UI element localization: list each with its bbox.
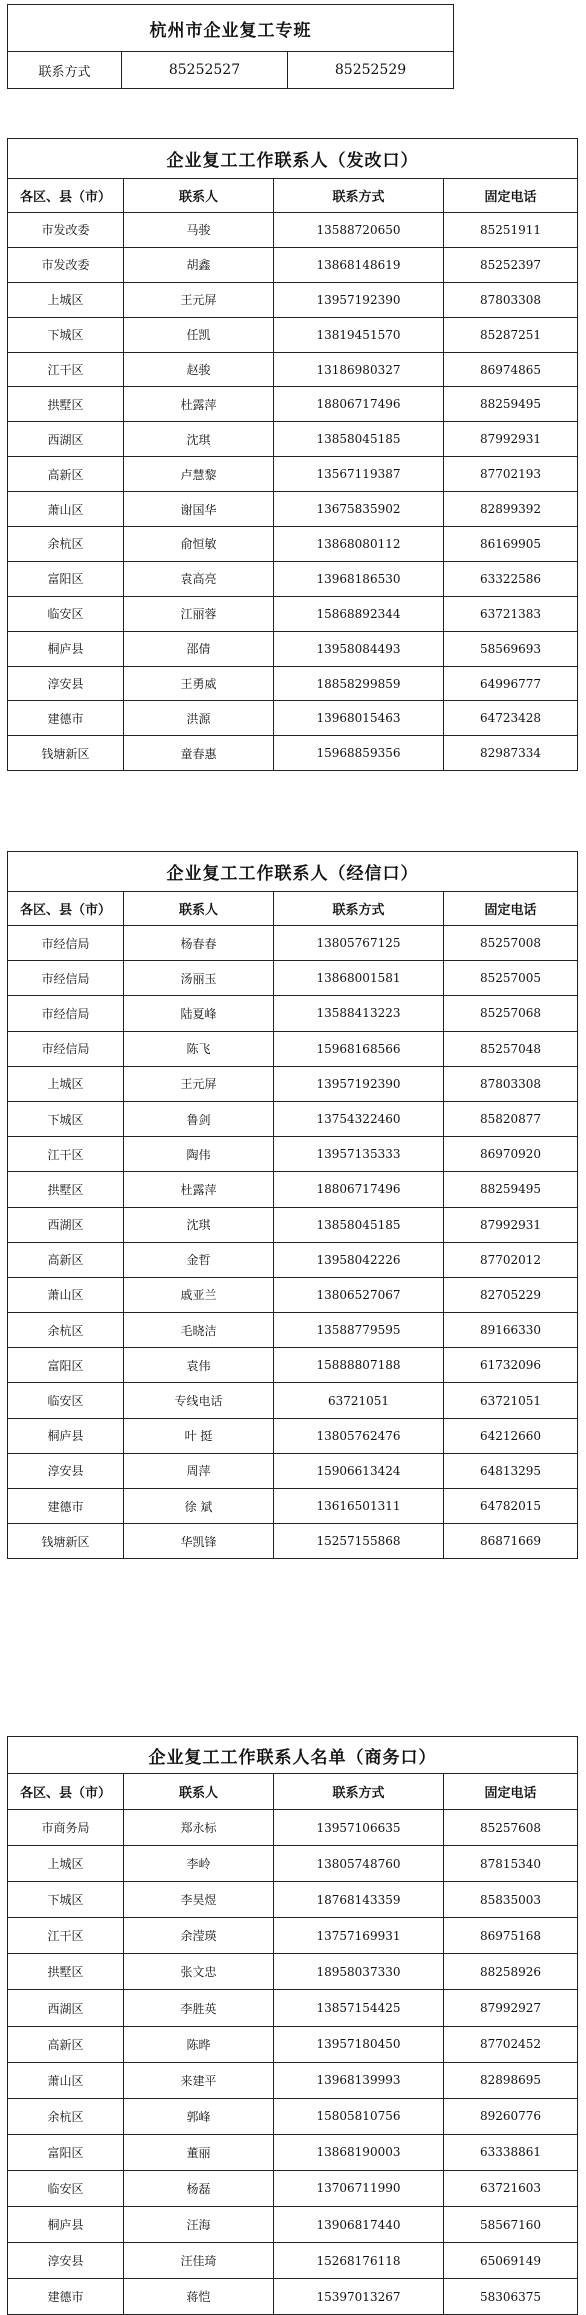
- contact-name-cell: 李岭: [124, 1846, 274, 1882]
- mobile-cell: 13868001581: [274, 961, 444, 996]
- contact-name-cell: 叶 挺: [124, 1418, 274, 1453]
- contact-name-cell: 杜露萍: [124, 387, 274, 422]
- landline-cell: 86974865: [444, 352, 578, 387]
- district-cell: 市商务局: [8, 1810, 124, 1846]
- district-cell: 淳安县: [8, 2243, 124, 2279]
- mobile-cell: 13805748760: [274, 1846, 444, 1882]
- mobile-cell: 13616501311: [274, 1489, 444, 1524]
- district-cell: 西湖区: [8, 1207, 124, 1242]
- table-row: [8, 1810, 578, 1846]
- landline-cell: 63721383: [444, 596, 578, 631]
- hotline-phone: 85252529: [288, 52, 454, 89]
- section-title: 企业复工工作联系人名单（商务口）: [8, 1737, 578, 1774]
- district-cell: 桐庐县: [8, 1418, 124, 1453]
- district-cell: 高新区: [8, 1242, 124, 1277]
- district-cell: 上城区: [8, 282, 124, 317]
- landline-cell: 82705229: [444, 1277, 578, 1312]
- contact-name-cell: 郑永标: [124, 1810, 274, 1846]
- mobile-cell: 13567119387: [274, 457, 444, 492]
- landline-cell: 82898695: [444, 2062, 578, 2098]
- landline-cell: 87702193: [444, 457, 578, 492]
- hotline-label: 联系方式: [8, 52, 122, 89]
- hotline-title: 杭州市企业复工专班: [8, 5, 454, 52]
- district-cell: 萧山区: [8, 1277, 124, 1312]
- district-cell: 淳安县: [8, 1453, 124, 1488]
- table-row: [8, 1313, 578, 1348]
- district-cell: 高新区: [8, 457, 124, 492]
- landline-cell: 88259495: [444, 1172, 578, 1207]
- district-cell: 富阳区: [8, 2134, 124, 2170]
- column-header: 联系人: [124, 1774, 274, 1810]
- table-row: [8, 282, 578, 317]
- table-row: [8, 213, 578, 248]
- landline-cell: 65069149: [444, 2243, 578, 2279]
- district-cell: 市经信局: [8, 1031, 124, 1066]
- district-cell: 西湖区: [8, 1990, 124, 2026]
- district-cell: 余杭区: [8, 527, 124, 562]
- landline-cell: 85820877: [444, 1101, 578, 1136]
- table-row: [8, 1348, 578, 1383]
- landline-cell: 63322586: [444, 561, 578, 596]
- landline-cell: 58569693: [444, 631, 578, 666]
- mobile-cell: 13868190003: [274, 2134, 444, 2170]
- contact-table: [7, 1736, 578, 2315]
- table-row: [8, 1277, 578, 1312]
- landline-cell: 87803308: [444, 282, 578, 317]
- contact-name-cell: 张文忠: [124, 1954, 274, 1990]
- table-row: [8, 492, 578, 527]
- table-row: [8, 926, 578, 961]
- table-row: [8, 961, 578, 996]
- district-cell: 上城区: [8, 1066, 124, 1101]
- district-cell: 下城区: [8, 317, 124, 352]
- column-header: 联系方式: [274, 892, 444, 926]
- landline-cell: 85257005: [444, 961, 578, 996]
- table-row: [8, 422, 578, 457]
- mobile-cell: 15257155868: [274, 1524, 444, 1559]
- landline-cell: 87992931: [444, 422, 578, 457]
- mobile-cell: 13957135333: [274, 1137, 444, 1172]
- district-cell: 余杭区: [8, 2098, 124, 2134]
- contact-name-cell: 王勇威: [124, 666, 274, 701]
- section-title: 企业复工工作联系人（经信口）: [8, 852, 578, 892]
- mobile-cell: 13958084493: [274, 631, 444, 666]
- table-row: [8, 1137, 578, 1172]
- district-cell: 上城区: [8, 1846, 124, 1882]
- mobile-cell: 13968139993: [274, 2062, 444, 2098]
- column-header: 各区、县（市）: [8, 1774, 124, 1810]
- contact-name-cell: 陈晔: [124, 2026, 274, 2062]
- mobile-cell: 13754322460: [274, 1101, 444, 1136]
- table-row: [8, 996, 578, 1031]
- district-cell: 临安区: [8, 596, 124, 631]
- header-row: [8, 892, 578, 926]
- landline-cell: 64996777: [444, 666, 578, 701]
- mobile-cell: 13968015463: [274, 701, 444, 736]
- table-row: [8, 1383, 578, 1418]
- mobile-cell: 13805762476: [274, 1418, 444, 1453]
- landline-cell: 87803308: [444, 1066, 578, 1101]
- header-row: [8, 1774, 578, 1810]
- mobile-cell: 18806717496: [274, 1172, 444, 1207]
- landline-cell: 63721603: [444, 2170, 578, 2206]
- contact-name-cell: 戚亚兰: [124, 1277, 274, 1312]
- column-header: 联系人: [124, 892, 274, 926]
- mobile-cell: 13806527067: [274, 1277, 444, 1312]
- contact-name-cell: 李昊煜: [124, 1882, 274, 1918]
- contact-name-cell: 袁伟: [124, 1348, 274, 1383]
- table-row: [8, 1524, 578, 1559]
- landline-cell: 86970920: [444, 1137, 578, 1172]
- table-row: [8, 1066, 578, 1101]
- mobile-cell: 15805810756: [274, 2098, 444, 2134]
- column-header: 固定电话: [444, 892, 578, 926]
- table-row: [8, 1101, 578, 1136]
- mobile-cell: 15968859356: [274, 736, 444, 771]
- mobile-cell: 63721051: [274, 1383, 444, 1418]
- contact-name-cell: 华凯锋: [124, 1524, 274, 1559]
- landline-cell: 85251911: [444, 213, 578, 248]
- table-row: [8, 1846, 578, 1882]
- district-cell: 高新区: [8, 2026, 124, 2062]
- contact-name-cell: 马骏: [124, 213, 274, 248]
- hotline-table: [7, 4, 454, 89]
- contact-name-cell: 郭峰: [124, 2098, 274, 2134]
- table-row: [8, 1918, 578, 1954]
- mobile-cell: 13588413223: [274, 996, 444, 1031]
- mobile-cell: 18768143359: [274, 1882, 444, 1918]
- mobile-cell: 13857154425: [274, 1990, 444, 2026]
- column-header: 联系方式: [274, 179, 444, 213]
- table-row: [8, 317, 578, 352]
- contact-name-cell: 蒋恺: [124, 2279, 274, 2315]
- landline-cell: 87702452: [444, 2026, 578, 2062]
- contact-name-cell: 沈琪: [124, 422, 274, 457]
- district-cell: 淳安县: [8, 666, 124, 701]
- mobile-cell: 15397013267: [274, 2279, 444, 2315]
- district-cell: 桐庐县: [8, 2207, 124, 2243]
- mobile-cell: 15906613424: [274, 1453, 444, 1488]
- contact-name-cell: 陆夏峰: [124, 996, 274, 1031]
- contact-name-cell: 卢慧黎: [124, 457, 274, 492]
- mobile-cell: 13868080112: [274, 527, 444, 562]
- mobile-cell: 13858045185: [274, 422, 444, 457]
- district-cell: 钱塘新区: [8, 736, 124, 771]
- district-cell: 萧山区: [8, 2062, 124, 2098]
- landline-cell: 87702012: [444, 1242, 578, 1277]
- mobile-cell: 13868148619: [274, 247, 444, 282]
- mobile-cell: 13588779595: [274, 1313, 444, 1348]
- district-cell: 市发改委: [8, 213, 124, 248]
- contact-name-cell: 胡鑫: [124, 247, 274, 282]
- landline-cell: 64813295: [444, 1453, 578, 1488]
- contact-name-cell: 袁高亮: [124, 561, 274, 596]
- contact-table: [7, 851, 578, 1559]
- mobile-cell: 13858045185: [274, 1207, 444, 1242]
- district-cell: 市发改委: [8, 247, 124, 282]
- landline-cell: 86169905: [444, 527, 578, 562]
- section-title: 企业复工工作联系人（发改口）: [8, 139, 578, 179]
- landline-cell: 85257068: [444, 996, 578, 1031]
- landline-cell: 88259495: [444, 387, 578, 422]
- table-row: [8, 1207, 578, 1242]
- district-cell: 建德市: [8, 1489, 124, 1524]
- landline-cell: 89260776: [444, 2098, 578, 2134]
- mobile-cell: 13186980327: [274, 352, 444, 387]
- table-row: [8, 1242, 578, 1277]
- mobile-cell: 15268176118: [274, 2243, 444, 2279]
- table-row: [8, 2207, 578, 2243]
- landline-cell: 85257608: [444, 1810, 578, 1846]
- district-cell: 临安区: [8, 2170, 124, 2206]
- contact-name-cell: 童春惠: [124, 736, 274, 771]
- table-row: [8, 596, 578, 631]
- mobile-cell: 15968168566: [274, 1031, 444, 1066]
- district-cell: 江干区: [8, 1137, 124, 1172]
- contact-name-cell: 汤丽玉: [124, 961, 274, 996]
- table-row: [8, 1172, 578, 1207]
- district-cell: 钱塘新区: [8, 1524, 124, 1559]
- landline-cell: 58567160: [444, 2207, 578, 2243]
- mobile-cell: 15888807188: [274, 1348, 444, 1383]
- landline-cell: 87992927: [444, 1990, 578, 2026]
- table-row: [8, 247, 578, 282]
- mobile-cell: 18958037330: [274, 1954, 444, 1990]
- contact-name-cell: 余滢瑛: [124, 1918, 274, 1954]
- district-cell: 江干区: [8, 352, 124, 387]
- district-cell: 建德市: [8, 701, 124, 736]
- mobile-cell: 13588720650: [274, 213, 444, 248]
- contact-name-cell: 董丽: [124, 2134, 274, 2170]
- landline-cell: 64782015: [444, 1489, 578, 1524]
- contact-name-cell: 邵倩: [124, 631, 274, 666]
- table-row: [8, 2098, 578, 2134]
- district-cell: 市经信局: [8, 926, 124, 961]
- district-cell: 江干区: [8, 1918, 124, 1954]
- mobile-cell: 13675835902: [274, 492, 444, 527]
- district-cell: 萧山区: [8, 492, 124, 527]
- mobile-cell: 13957106635: [274, 1810, 444, 1846]
- landline-cell: 58306375: [444, 2279, 578, 2315]
- contact-name-cell: 王元屏: [124, 1066, 274, 1101]
- district-cell: 拱墅区: [8, 1954, 124, 1990]
- contact-name-cell: 洪源: [124, 701, 274, 736]
- contact-name-cell: 专线电话: [124, 1383, 274, 1418]
- column-header: 固定电话: [444, 1774, 578, 1810]
- table-row: [8, 527, 578, 562]
- landline-cell: 64723428: [444, 701, 578, 736]
- table-row: [8, 2243, 578, 2279]
- contact-name-cell: 来建平: [124, 2062, 274, 2098]
- landline-cell: 63721051: [444, 1383, 578, 1418]
- landline-cell: 86871669: [444, 1524, 578, 1559]
- district-cell: 富阳区: [8, 1348, 124, 1383]
- column-header: 各区、县（市）: [8, 179, 124, 213]
- contact-name-cell: 汪佳琦: [124, 2243, 274, 2279]
- landline-cell: 86975168: [444, 1918, 578, 1954]
- table-row: [8, 2170, 578, 2206]
- district-cell: 余杭区: [8, 1313, 124, 1348]
- mobile-cell: 13706711990: [274, 2170, 444, 2206]
- table-row: [8, 1954, 578, 1990]
- mobile-cell: 13819451570: [274, 317, 444, 352]
- mobile-cell: 13957192390: [274, 282, 444, 317]
- contact-name-cell: 江丽蓉: [124, 596, 274, 631]
- hotline-phone: 85252527: [122, 52, 288, 89]
- mobile-cell: 15868892344: [274, 596, 444, 631]
- mobile-cell: 13968186530: [274, 561, 444, 596]
- landline-cell: 82899392: [444, 492, 578, 527]
- contact-name-cell: 沈琪: [124, 1207, 274, 1242]
- contact-name-cell: 鲁剑: [124, 1101, 274, 1136]
- contact-name-cell: 王元屏: [124, 282, 274, 317]
- landline-cell: 85257048: [444, 1031, 578, 1066]
- district-cell: 富阳区: [8, 561, 124, 596]
- contact-name-cell: 陈飞: [124, 1031, 274, 1066]
- table-row: [8, 457, 578, 492]
- table-row: [8, 387, 578, 422]
- district-cell: 建德市: [8, 2279, 124, 2315]
- landline-cell: 89166330: [444, 1313, 578, 1348]
- contact-name-cell: 李胜英: [124, 1990, 274, 2026]
- table-row: [8, 631, 578, 666]
- landline-cell: 85835003: [444, 1882, 578, 1918]
- mobile-cell: 13757169931: [274, 1918, 444, 1954]
- column-header: 各区、县（市）: [8, 892, 124, 926]
- district-cell: 拱墅区: [8, 1172, 124, 1207]
- contact-name-cell: 俞恒敏: [124, 527, 274, 562]
- column-header: 联系人: [124, 179, 274, 213]
- table-row: [8, 1990, 578, 2026]
- table-row: [8, 352, 578, 387]
- mobile-cell: 13958042226: [274, 1242, 444, 1277]
- table-row: [8, 1031, 578, 1066]
- mobile-cell: 13805767125: [274, 926, 444, 961]
- contact-name-cell: 杜露萍: [124, 1172, 274, 1207]
- landline-cell: 61732096: [444, 1348, 578, 1383]
- district-cell: 西湖区: [8, 422, 124, 457]
- landline-cell: 87992931: [444, 1207, 578, 1242]
- table-row: [8, 1453, 578, 1488]
- district-cell: 市经信局: [8, 996, 124, 1031]
- column-header: 联系方式: [274, 1774, 444, 1810]
- table-row: [8, 1882, 578, 1918]
- contact-table: [7, 138, 578, 771]
- mobile-cell: 13906817440: [274, 2207, 444, 2243]
- table-row: [8, 736, 578, 771]
- landline-cell: 88258926: [444, 1954, 578, 1990]
- district-cell: 桐庐县: [8, 631, 124, 666]
- mobile-cell: 13957192390: [274, 1066, 444, 1101]
- table-row: [8, 2279, 578, 2315]
- district-cell: 市经信局: [8, 961, 124, 996]
- contact-name-cell: 陶伟: [124, 1137, 274, 1172]
- table-row: [8, 561, 578, 596]
- landline-cell: 82987334: [444, 736, 578, 771]
- district-cell: 拱墅区: [8, 387, 124, 422]
- table-row: [8, 2134, 578, 2170]
- contact-name-cell: 杨春春: [124, 926, 274, 961]
- contact-name-cell: 徐 斌: [124, 1489, 274, 1524]
- contact-name-cell: 毛晓洁: [124, 1313, 274, 1348]
- contact-name-cell: 谢国华: [124, 492, 274, 527]
- table-row: [8, 2062, 578, 2098]
- landline-cell: 63338861: [444, 2134, 578, 2170]
- district-cell: 下城区: [8, 1882, 124, 1918]
- contact-name-cell: 汪海: [124, 2207, 274, 2243]
- landline-cell: 85257008: [444, 926, 578, 961]
- district-cell: 临安区: [8, 1383, 124, 1418]
- contact-name-cell: 周萍: [124, 1453, 274, 1488]
- column-header: 固定电话: [444, 179, 578, 213]
- mobile-cell: 18858299859: [274, 666, 444, 701]
- contact-name-cell: 杨磊: [124, 2170, 274, 2206]
- landline-cell: 87815340: [444, 1846, 578, 1882]
- mobile-cell: 13957180450: [274, 2026, 444, 2062]
- table-row: [8, 1418, 578, 1453]
- landline-cell: 85252397: [444, 247, 578, 282]
- header-row: [8, 179, 578, 213]
- table-row: [8, 701, 578, 736]
- contact-name-cell: 任凯: [124, 317, 274, 352]
- mobile-cell: 18806717496: [274, 387, 444, 422]
- landline-cell: 85287251: [444, 317, 578, 352]
- district-cell: 下城区: [8, 1101, 124, 1136]
- contact-name-cell: 金哲: [124, 1242, 274, 1277]
- table-row: [8, 1489, 578, 1524]
- contact-name-cell: 赵骏: [124, 352, 274, 387]
- table-row: [8, 2026, 578, 2062]
- table-row: [8, 666, 578, 701]
- landline-cell: 64212660: [444, 1418, 578, 1453]
